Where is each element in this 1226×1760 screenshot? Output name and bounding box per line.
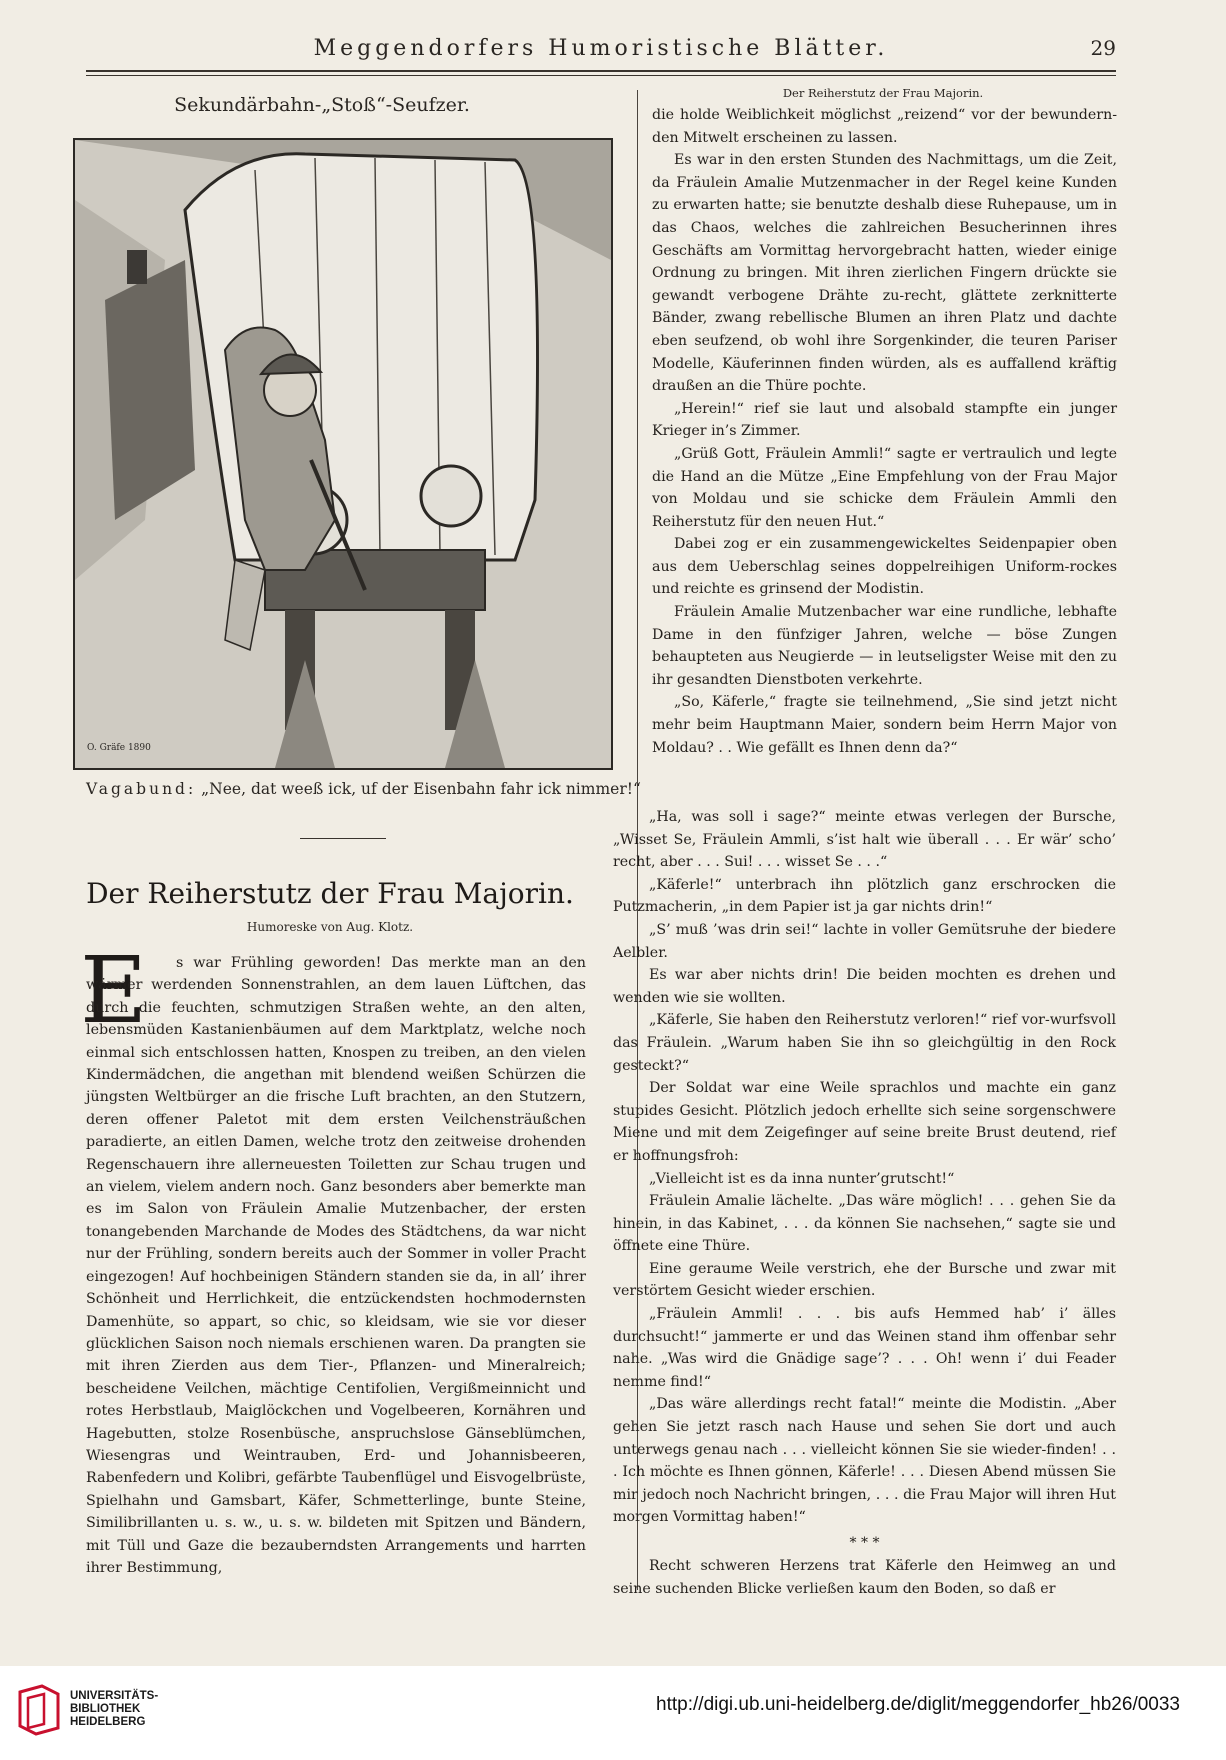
drop-cap: E bbox=[80, 937, 148, 1044]
header-rule bbox=[86, 70, 1116, 72]
paragraph: Dabei zog er ein zusammengewickeltes Seidenpapier oben aus dem Ueberschlag seines doppelreihigen Uniform-rockes und reichte es grinsend der Modistin. bbox=[652, 536, 1117, 598]
paragraph: „Vielleicht ist es da inna nunter’grutscht!“ bbox=[649, 1170, 955, 1187]
paragraph: „Herein!“ rief sie laut und alsobald stampfte ein junger Krieger in’s Zimmer. bbox=[652, 400, 1117, 440]
story-opening-paragraph: s war Frühling geworden! Das merkte man an den wärmer werdenden Sonnenstrahlen, an dem lauen Lüftchen, das durch die feuchten, schmutzigen Straßen wehte, an den alten, lebensmüden Kastanienbäumen auf dem Marktplatz, welche noch einmal sich entschlossen hatten, Knospen zu treiben, an den vielen Kindermädchen, die angethan mit blendend weißen Schürzen die jüngsten Weltbürger an die frische Luft brachten, an den Stutzern, deren offener Paletot mit dem ersten Veilchensträußchen paradierte, an eitlen Damen, welche trotz den zeitweise drohenden Regenschauern ihre allerneuesten Toiletten zur Schau trugen und an vielem, vielem andern noch. Ganz besonders aber bemerkte man es im Salon von Fräulein Amalie Mutzenbacher, der ersten tonangebenden Marchande de Modes des Städtchens, da war nicht nur der Frühling, sondern bereits auch der Sommer in voller Pracht eingezogen! Auf hochbeinigen Ständern standen sie da, in all’ ihrer Schönheit und Herrlichkeit, die entzückendsten hochmodernsten Damenhüte, so appart, so chic, so kleidsam, wie sie vor dieser glücklichen Saison noch niemals erschienen waren. Da prangten sie mit ihren Zierden aus dem Tier-, Pflanzen- und Mineralreich; bescheidene Veilchen, mächtige Centifolien, Vergißmeinnicht und rotes Herbstlaub, Maiglöckchen und Vogelbeeren, Kornähren und Hagebutten, stolze Rosenbüsche, anspruchslose Gänseblümchen, Wiesengras und Weintrauben, Erd- und Johannisbeeren, Rabenfedern und Kolibri, gefärbte Taubenflügel und Eisvogelbrüste, Spielhahn und Gamsbart, Käfer, Schmetterlinge, bunte Steine, Similibrillanten u. s. w., u. s. w. bildeten mit Spitzen und Bändern, mit Tüll und Gaze die bezauberndsten Arrangements und harrten ihrer Bestimmung, bbox=[86, 955, 586, 1576]
source-url-link[interactable]: http://digi.ub.uni-heidelberg.de/diglit/meggendorfer_hb26/0033 bbox=[656, 1694, 1180, 1715]
library-name-line: HEIDELBERG bbox=[70, 1716, 146, 1728]
page-header bbox=[86, 36, 1116, 64]
paragraph: „Grüß Gott, Fräulein Ammli!“ sagte er vertraulich und legte die Hand an die Mütze „Eine Empfehlung von der Frau Major von Moldau und sie schicke dem Fräulein Ammli den Reiherstutz für den neuen Hut.“ bbox=[652, 445, 1117, 530]
illustration-signature: O. Gräfe 1890 bbox=[87, 743, 151, 753]
story-byline: Humoreske von Aug. Klotz. bbox=[246, 920, 414, 934]
cartoon-title: Sekundärbahn-„Stoß“-Seufzer. bbox=[174, 94, 470, 116]
library-logo-icon bbox=[14, 1684, 64, 1736]
cartoon-illustration bbox=[73, 138, 613, 770]
right-column-top bbox=[652, 104, 1117, 759]
paragraph: „Fräulein Ammli! . . . bis aufs Hemmed hab’ i’ älles durchsucht!“ jammerte er und das Weinen stand ihm offenbar sehr nahe. „Was wird die Gnädige sage’? . . . Oh! wenn i’ dui Feader nemme find!“ bbox=[613, 1306, 1116, 1390]
paragraph: Es war in den ersten Stunden des Nachmittags, um die Zeit, da Fräulein Amalie Mutzenmacher in der Regel keine Kunden zu erwarten hatte; sie benutzte deshalb diese Ruhepause, um in das Chaos, welches die zahlreichen Besucherinnen ihres Geschäfts am Vormittag hervorgebracht hatten, wieder einige Ordnung zu bringen. Mit ihren zierlichen Fingern drückte sie gewandt verbogene Drähte zu-recht, glättete zerknitterte Bänder, zwang rebellische Blumen an ihren Platz und dachte eben seufzend, ob wohl ihre Sorgenkinder, die teuren Pariser Modelle, Käuferinnen finden würden, als es auffallend kräftig draußen an die Thüre pochte. bbox=[652, 152, 1117, 395]
page-number: 29 bbox=[1090, 36, 1116, 60]
library-name-line: UNIVERSITÄTS- bbox=[70, 1690, 159, 1702]
railway-cart-drawing bbox=[75, 140, 611, 768]
paragraph: „S’ muß ’was drin sei!“ lachte in voller Gemütsruhe der biedere Aelbler. bbox=[613, 921, 1116, 961]
paragraph: „Ha, was soll i sage?“ meinte etwas verlegen der Bursche, „Wisset Se, Fräulein Ammli, s’ist halt wie überall . . . Er wär’ scho’ recht, aber . . . Sui! . . . wisset Se . . .“ bbox=[613, 809, 1116, 871]
paragraph: „Käferle, Sie haben den Reiherstutz verloren!“ rief vor-wurfsvoll das Fräulein. „Warum haben Sie ihn so gleichgültig in den Rock gesteckt?“ bbox=[613, 1012, 1116, 1074]
cartoon-caption bbox=[86, 780, 646, 798]
paragraph: Eine geraume Weile verstrich, ehe der Bursche und zwar mit verstörtem Gesicht wieder erschien. bbox=[613, 1260, 1116, 1300]
paragraph: „Käferle!“ unterbrach ihn plötzlich ganz erschrocken die Putzmacherin, „in dem Papier ist ja gar nichts drin!“ bbox=[613, 876, 1116, 916]
section-separator bbox=[300, 838, 386, 839]
journal-title: Meggendorfers Humoristische Blätter. bbox=[313, 36, 889, 61]
paragraph: „So, Käferle,“ fragte sie teilnehmend, „Sie sind jetzt nicht mehr beim Hauptmann Maier, sondern beim Herrn Major von Moldau? . . Wie gefällt es Ihnen denn da?“ bbox=[652, 694, 1117, 756]
header-rule-thin bbox=[86, 75, 1116, 76]
paragraph: Fräulein Amalie Mutzenbacher war eine rundliche, lebhafte Dame in den fünfziger Jahren, welche — böse Zungen behaupteten aus Neugierde — in leutseligster Weise mit den zu ihr gesandten Dienstboten verkehrte. bbox=[652, 604, 1117, 688]
section-asterisks: * * * bbox=[849, 1535, 880, 1551]
library-name bbox=[70, 1690, 158, 1729]
paragraph: die holde Weiblichkeit möglichst „reizend“ vor der bewundern-den Mitwelt erscheinen zu lassen. bbox=[652, 107, 1117, 146]
paragraph: Der Soldat war eine Weile sprachlos und machte ein ganz stupides Gesicht. Plötzlich jedoch erhellte sich seine sorgenschwere Miene und mit dem Zeigefinger auf seine breite Brust deutend, rief er hoffnungsfroh: bbox=[613, 1080, 1116, 1164]
right-column-bottom bbox=[613, 806, 1116, 1600]
paragraph: Fräulein Amalie lächelte. „Das wäre möglich! . . . gehen Sie da hinein, in das Kabinet, . . . da können Sie nachsehen,“ sagte sie und öffnete eine Thüre. bbox=[613, 1193, 1116, 1255]
paragraph: Recht schweren Herzens trat Käferle den Heimweg an und seine suchenden Blicke verließen kaum den Boden, so daß er bbox=[613, 1558, 1116, 1597]
running-head: Der Reiherstutz der Frau Majorin. bbox=[782, 86, 984, 100]
caption-speaker: Vagabund: bbox=[86, 780, 197, 798]
story-title: Der Reiherstutz der Frau Majorin. bbox=[86, 877, 574, 910]
paragraph: „Das wäre allerdings recht fatal!“ meinte die Modistin. „Aber gehen Sie jetzt rasch nach Hause und sehen Sie dort und auch unterwegs genau nach . . . vielleicht können Sie sie wieder-finden! . . . Ich möchte es Ihnen gönnen, Käferle! . . . Diesen Abend müssen Sie mir jedoch noch Nachricht bringen, . . . die Frau Major will ihren Hut morgen Vormittag haben!“ bbox=[613, 1396, 1116, 1526]
caption-quote: „Nee, dat weeß ick, uf der Eisenbahn fahr ick nimmer!“ bbox=[201, 780, 641, 798]
library-name-line: BIBLIOTHEK bbox=[70, 1703, 141, 1715]
library-footer bbox=[0, 1666, 1226, 1760]
paragraph: Es war aber nichts drin! Die beiden mochten es drehen und wenden wie sie wollten. bbox=[613, 967, 1116, 1006]
